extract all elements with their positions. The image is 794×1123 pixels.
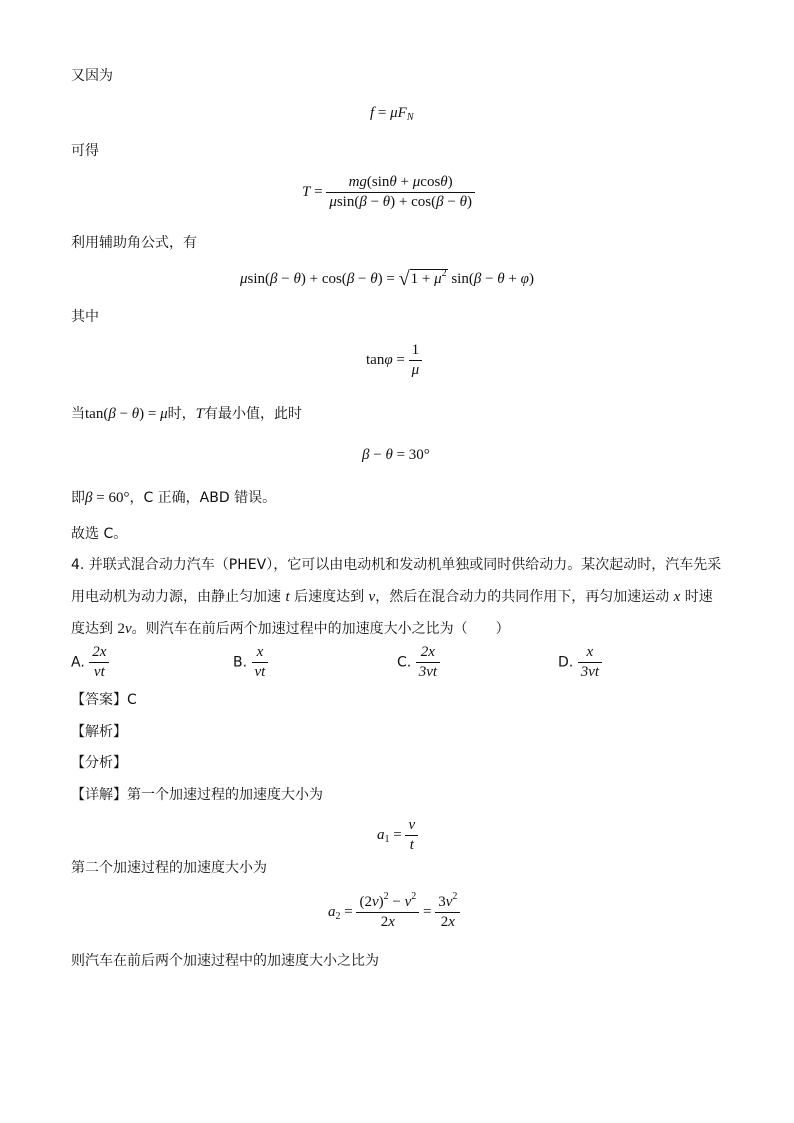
text-line: 当tan(β − θ) = μ时，T有最小值，此时 <box>71 406 302 422</box>
text-line: 故选 C。 <box>71 526 128 542</box>
option-c: C. $\frac{2x}{3vt}$ <box>397 643 440 682</box>
option-b: B. $\frac{x}{vt}$ <box>233 643 268 682</box>
detail-line: 【详解】第一个加速过程的加速度大小为 <box>71 787 323 803</box>
text-line: 其中 <box>71 309 99 325</box>
text-line: 利用辅助角公式，有 <box>71 235 197 251</box>
text-line: 可得 <box>71 143 99 159</box>
equation-a1: $a_1$ = $\frac{v}{t}$ <box>377 816 418 855</box>
analysis-tag: 【解析】 <box>71 724 127 740</box>
text-line: 第二个加速过程的加速度大小为 <box>71 860 267 876</box>
equation-auxiliary-angle: $\mu\sin(\beta - \theta) + \cos(\beta - \theta) = √1 + \mu^2$ sin(β − θ + φ) <box>240 268 534 290</box>
option-d: D. $\frac{x}{3vt}$ <box>558 643 602 682</box>
question-line: 4. 并联式混合动力汽车（PHEV），它可以由电动机和发动机单独或同时供给动力。某次起动时，汽车先采 <box>71 557 722 573</box>
equation-friction: $f = \mu F_N$ <box>370 105 414 123</box>
text-line: 则汽车在前后两个加速过程中的加速度大小之比为 <box>71 953 379 969</box>
question-line: 用电动机为动力源，由静止匀加速 t 后速度达到 v，然后在混合动力的共同作用下，再匀加速运动 x 时速 <box>71 589 713 605</box>
option-a: A. $\frac{2x}{vt}$ <box>71 643 109 682</box>
equation-tan-phi: tanφ = $\frac{1}{\mu}$ <box>366 341 422 380</box>
equation-angle-30: β − θ = 30° <box>362 447 430 463</box>
equation-a2: $a_2$ = $\frac{(2v)^2 - v^2}{2x}$ = $\frac{3v^2}{2x}$ <box>328 893 460 932</box>
text-line: 又因为 <box>71 68 113 84</box>
text-line: 即β = 60°，C 正确，ABD 错误。 <box>71 490 277 506</box>
question-line: 度达到 2v。则汽车在前后两个加速过程中的加速度大小之比为（ ） <box>71 621 510 637</box>
fenxi-tag: 【分析】 <box>71 755 127 771</box>
answer-tag: 【答案】C <box>71 692 137 708</box>
equation-tension: T = $\frac{mg(\sin\theta + \mu\cos\theta)}{\mu\sin(\beta - \theta) + \cos(\beta - \theta)}$ <box>302 173 475 212</box>
